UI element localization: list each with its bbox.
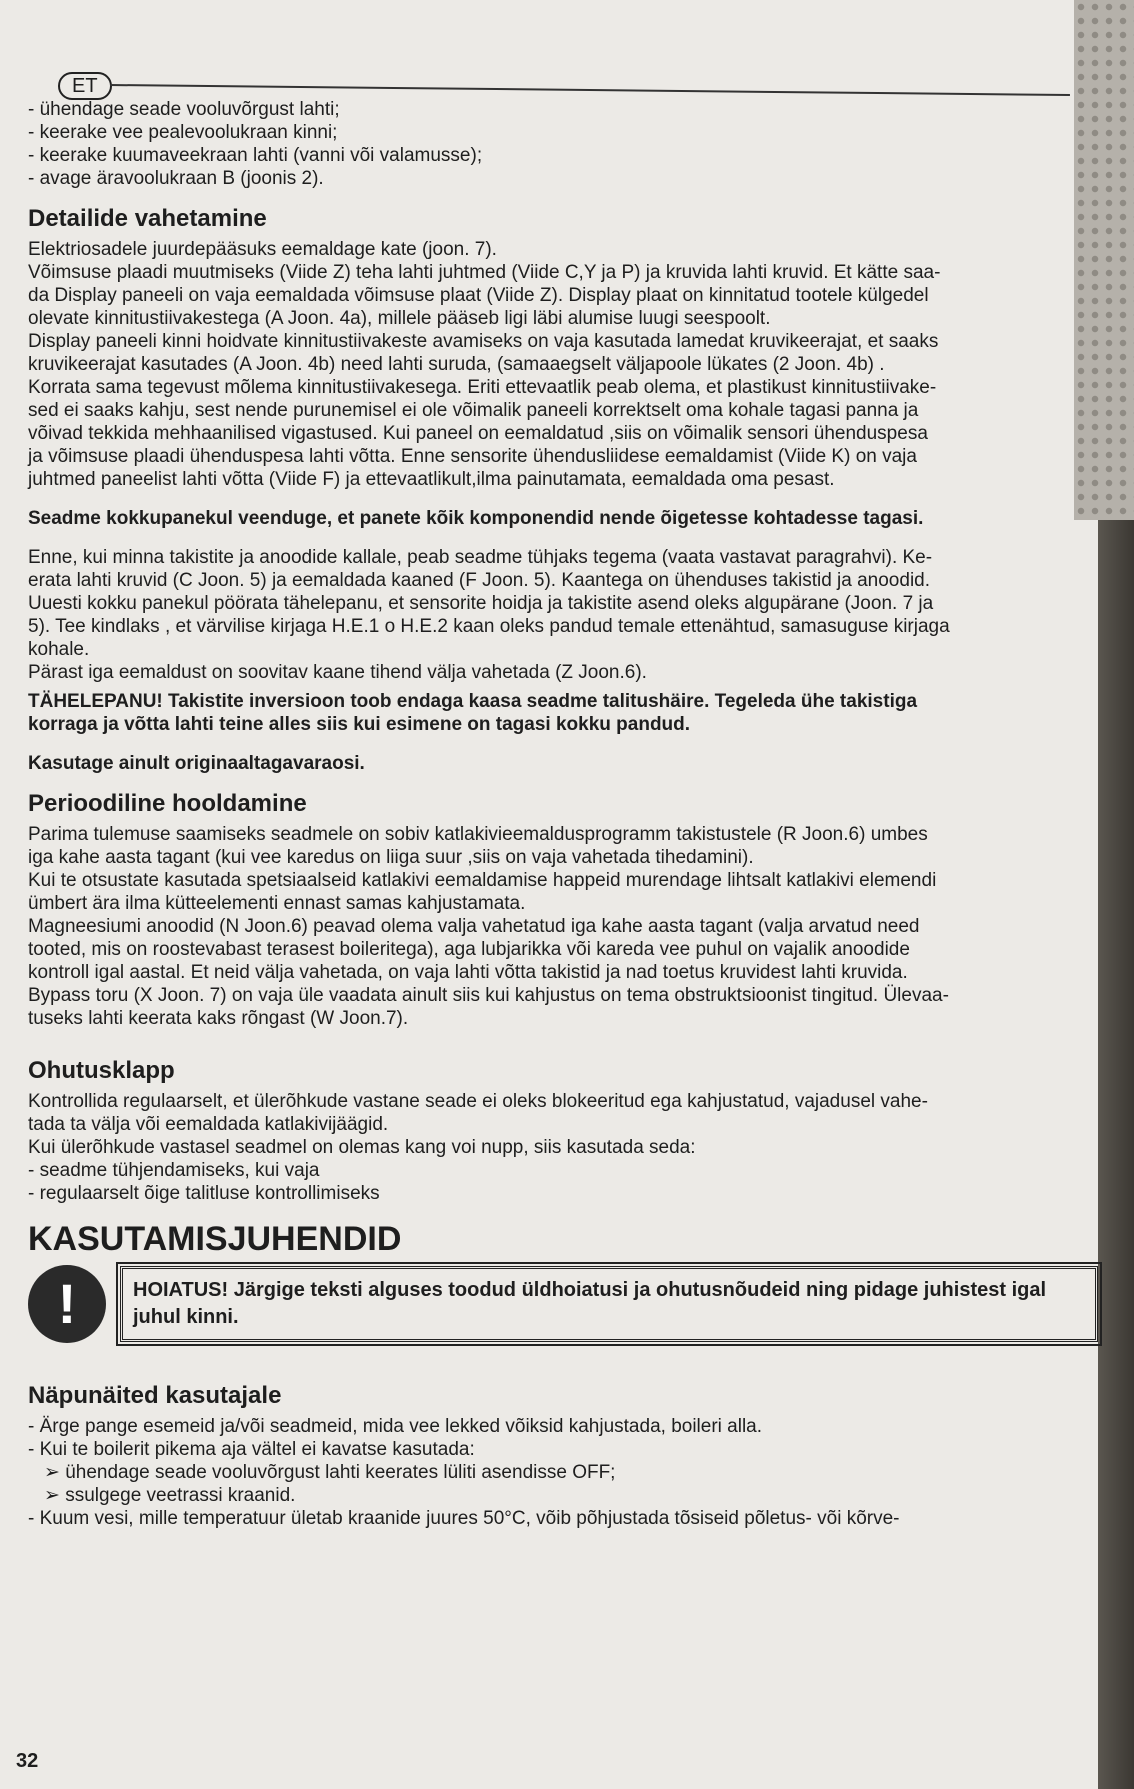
body-line: tooted, mis on roostevabast terasest boileritega), aga lubjarikka või kareda vee puhul on vajalik anoodide <box>28 939 910 960</box>
intro-line: - avage äravoolukraan B (joonis 2). <box>28 168 324 189</box>
body-line: Parima tulemuse saamiseks seadmele on sobiv katlakivieemaldusprogramm takistustele (R Joon.6) umbes <box>28 824 928 845</box>
page-number: 32 <box>16 1750 39 1772</box>
section-body-safety-valve <box>28 1090 1098 1205</box>
section-title-parts-replacement: Detailide vahetamine <box>28 205 267 232</box>
body-line: - seadme tühjendamiseks, kui vaja <box>28 1160 320 1181</box>
intro-list <box>28 98 1098 190</box>
body-line: Kontrollida regulaarselt, et ülerõhkude vastane seade ei oleks blokeeritud ega kahjustatud, vajadusel vahe- <box>28 1091 928 1112</box>
body-line: Display paneeli kinni hoidvate kinnitustiivakeste avamiseks on vaja kasutada lamedat kruvikeerajat, et saaks <box>28 331 939 352</box>
section-body-maintenance <box>28 823 1098 1030</box>
body-line: juhtmed paneelist lahti võtta (Viide F) ja ettevaatlikult,ilma painutamata, eemaldada oma pesast. <box>28 469 835 490</box>
page-edge-shadow <box>1098 520 1134 1789</box>
document-content <box>28 70 1098 1530</box>
attention-line: TÄHELEPANU! Takistite inversioon toob endaga kaasa seadme talitushäire. Tegeleda ühe takistiga <box>28 691 918 712</box>
warning-text: HOIATUS! Järgige teksti alguses toodud üldhoiatusi ja ohutusnõudeid ning pidage juhistest igal juhul kinni. <box>120 1266 1098 1342</box>
attention-note <box>28 690 1098 736</box>
body-line: - regulaarselt õige talitluse kontrollimiseks <box>28 1183 380 1204</box>
body-line: Enne, kui minna takistite ja anoodide kallale, peab seadme tühjaks tegema (vaata vastavat paragrahvi). Ke- <box>28 547 933 568</box>
body-line: tada ta välja või eemaldada katlakivijäägid. <box>28 1114 389 1135</box>
body-line: Kui ülerõhkude vastasel seadmel on olemas kang voi nupp, siis kasutada seda: <box>28 1137 696 1158</box>
language-label: ET <box>58 72 112 100</box>
body-line: - Ärge pange esemeid ja/või seadmeid, mida vee lekked võiksid kahjustada, boileri alla. <box>28 1416 763 1437</box>
body-line: ümbert ära ilma kütteelementi ennast samas kahjustamata. <box>28 893 526 914</box>
intro-line: - keerake vee pealevoolukraan kinni; <box>28 122 338 143</box>
body-line: olevate kinnitustiivakestega (A Joon. 4a), millele pääseb ligi läbi alumise luugi seespoolt. <box>28 308 771 329</box>
body-line: Võimsuse plaadi muutmiseks (Viide Z) teha lahti juhtmed (Viide C,Y ja P) ja kruvida lahti kruvid. Et kätte saa- <box>28 262 941 283</box>
body-line: erata lahti kruvid (C Joon. 5) ja eemaldada kaaned (F Joon. 5). Kaantega on ühenduses takistid ja anoodid. <box>28 570 931 591</box>
body-line: kruvikeerajat kasutades (A Joon. 4b) need lahti suruda, (samaaegselt väljapoole lükates (2 Joon. 4b) . <box>28 354 885 375</box>
body-line: iga kahe aasta tagant (kui vee karedus on liiga suur ,siis on vaja vahetada tihedamini). <box>28 847 754 868</box>
body-line: võivad tekkida mehhaanilised vigastused. Kui paneel on eemaldatud ,siis on võimalik sensori ühenduspesa <box>28 423 928 444</box>
body-line: - Kuum vesi, mille temperatuur ületab kraanide juures 50°C, võib põhjustada tõsiseid põletus- või kõrve- <box>28 1508 900 1529</box>
body-line: 5). Tee kindlaks , et värvilise kirjaga H.E.1 o H.E.2 kaan oleks pandud temale ettenähtud, samasuguse kirjaga <box>28 616 950 637</box>
arrow-bullet-line: ➢ ühendage seade vooluvõrgust lahti keerates lüliti asendisse OFF; <box>44 1462 616 1483</box>
body-line: sed ei saaks kahju, sest nende purunemisel ei ole võimalik paneeli korrektselt oma kohale tagasi panna ja <box>28 400 919 421</box>
body-line: Korrata sama tegevust mõlema kinnitustiivakesega. Eriti ettevaatlik peab olema, et plastikust kinnitustiivake- <box>28 377 937 398</box>
main-title: KASUTAMISJUHENDID <box>28 1220 402 1258</box>
body-line: Pärast iga eemaldust on soovitav kaane tihend välja vahetada (Z Joon.6). <box>28 662 647 683</box>
assembly-note: Seadme kokkupanekul veenduge, et panete kõik komponendid nende õigetesse kohtadesse tagasi. <box>28 508 924 529</box>
body-line: Bypass toru (X Joon. 7) on vaja üle vaadata ainult siis kui kahjustus on tema obstruktsioonist tingitud. Ülevaa- <box>28 985 949 1006</box>
body-line: ja võimsuse plaadi ühenduspesa lahti võtta. Enne sensorite ühendusliidese eemaldamist (Viide K) on vaja <box>28 446 917 467</box>
body-line: Uuesti kokku panekul pöörata tähelepanu, et sensorite hoidja ja takistite asend oleks algupärane (Joon. 7 ja <box>28 593 934 614</box>
section-body-resistors <box>28 546 1098 684</box>
warning-block <box>28 1265 1098 1343</box>
section-title-user-tips: Näpunäited kasutajale <box>28 1382 282 1409</box>
body-line: Kui te otsustate kasutada spetsiaalseid katlakivi eemaldamise happeid murendage lihtsalt katlakivi elemendi <box>28 870 937 891</box>
body-line: Magneesiumi anoodid (N Joon.6) peavad olema valja vahetatud iga kahe aasta tagant (valja arvatud need <box>28 916 920 937</box>
section-body-user-tips <box>28 1415 1098 1530</box>
warning-icon: ! <box>28 1265 106 1343</box>
section-body-parts-replacement <box>28 238 1098 491</box>
section-title-maintenance: Perioodiline hooldamine <box>28 790 307 817</box>
body-line: kohale. <box>28 639 90 660</box>
arrow-bullet-line: ➢ ssulgege veetrassi kraanid. <box>44 1485 296 1506</box>
body-line: - Kui te boilerit pikema aja vältel ei kavatse kasutada: <box>28 1439 475 1460</box>
section-title-safety-valve: Ohutusklapp <box>28 1057 175 1084</box>
body-line: kontroll igal aastal. Et neid välja vahetada, on vaja lahti võtta takistid ja nad toetus kruvidest lahti kruvida. <box>28 962 908 983</box>
intro-line: - keerake kuumaveekraan lahti (vanni või valamusse); <box>28 145 483 166</box>
attention-line: korraga ja võtta lahti teine alles siis kui esimene on tagasi kokku pandud. <box>28 714 691 735</box>
original-parts-note: Kasutage ainult originaaltagavaraosi. <box>28 753 365 774</box>
body-line: Elektriosadele juurdepääsuks eemaldage kate (joon. 7). <box>28 239 497 260</box>
intro-line: - ühendage seade vooluvõrgust lahti; <box>28 99 340 120</box>
body-line: da Display paneeli on vaja eemaldada võimsuse plaat (Viide Z). Display plaat on kinnitatud tootele külgedel <box>28 285 929 306</box>
body-line: tuseks lahti keerata kaks rõngast (W Joon.7). <box>28 1008 409 1029</box>
